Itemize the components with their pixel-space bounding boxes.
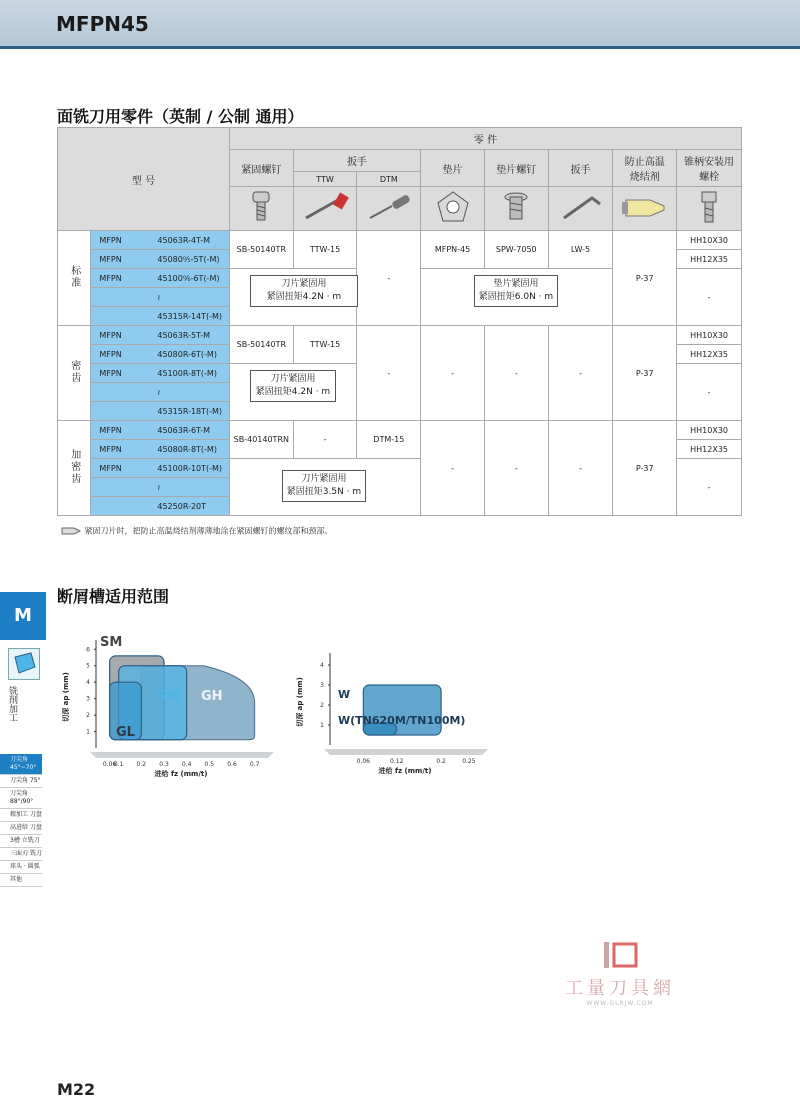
x-tick-label: 0.3	[159, 761, 169, 768]
sidebar-nav-item[interactable]: 其他	[0, 874, 42, 887]
x-tick-label: 0.1	[113, 761, 124, 768]
chart-region-label: W	[338, 688, 351, 701]
x-tick-label: 0.4	[181, 761, 192, 768]
header-arbor-bolt: 锥柄安装用 螺栓	[677, 150, 742, 187]
ttw-cell: -	[293, 421, 357, 459]
bolt-cell: HH10X30	[677, 231, 742, 250]
x-axis-label: 进给 fz (mm/t)	[154, 770, 208, 778]
header-parts: 零 件	[229, 128, 741, 150]
y-tick-label: 2	[320, 702, 324, 709]
ttw-cell: TTW-15	[293, 326, 357, 364]
header-shim: 垫片	[421, 150, 485, 187]
model-cell: MFPN 45080R-8T(-M)	[91, 440, 230, 459]
y-axis-label: 切深 ap (mm)	[296, 677, 304, 727]
x-tick-label: 0.06	[102, 761, 117, 768]
watermark: 工量刀具網 WWW.GLRJW.COM	[560, 940, 680, 1007]
chipbreaker-chart-1	[56, 628, 276, 778]
header-anti-seize: 防止高温 烧结剂	[613, 150, 677, 187]
wrench2-cell: LW-5	[548, 231, 613, 269]
screwdriver-icon	[357, 187, 421, 231]
model-cell: MFPN 45080⁰⁄₅-5T(-M)	[91, 250, 230, 269]
axis-shadow	[324, 749, 488, 755]
hex-key-icon	[548, 187, 613, 231]
x-tick-label: 0.25	[462, 758, 476, 765]
y-tick-label: 1	[86, 728, 90, 736]
sidebar-nav-item[interactable]: 精加工 刀盘	[0, 809, 42, 822]
x-axis-label: 进给 fz (mm/t)	[378, 767, 432, 775]
chart-region-label: W(TN620M/TN100M)	[338, 714, 466, 727]
dtm-cell: -	[357, 326, 421, 421]
x-tick-label: 0.2	[136, 761, 147, 768]
bolt-cell: -	[677, 269, 742, 326]
sidebar-nav-item[interactable]: 高进给 刀盘	[0, 822, 42, 835]
x-tick-label: 0.5	[204, 761, 215, 768]
model-cell: 45250R-20T	[91, 497, 230, 516]
section-tab-m[interactable]: M	[0, 592, 46, 640]
y-axis-label: 切深 ap (mm)	[62, 672, 70, 722]
bolt-cell: HH12X35	[677, 250, 742, 269]
torque-note: 垫片紧固用 紧固扭矩6.0N · m	[474, 275, 558, 307]
shim-cell: -	[421, 326, 485, 421]
header-ttw: TTW	[293, 172, 357, 187]
header-clamp-screw: 紧固螺钉	[229, 150, 293, 187]
model-cell: ≀	[91, 288, 230, 307]
anti-seize-cell: P-37	[613, 326, 677, 421]
header-wrench2: 扳手	[548, 150, 613, 187]
model-cell: MFPN 45100R-10T(-M)	[91, 459, 230, 478]
anti-seize-cell: P-37	[613, 231, 677, 326]
model-cell: MFPN 45063R-5T-M	[91, 326, 230, 345]
y-tick-label: 5	[86, 662, 90, 670]
group-label: 标准	[58, 231, 91, 326]
x-tick-label: 0.7	[249, 761, 260, 768]
model-cell: MFPN 45063R-4T-M	[91, 231, 230, 250]
model-cell: MFPN 45100R-8T(-M)	[91, 364, 230, 383]
bolt-cell: HH10X30	[677, 421, 742, 440]
section-title-chipbreaker: 断屑槽适用范围	[57, 587, 170, 606]
ttw-cell: TTW-15	[293, 231, 357, 269]
header-wrench: 扳手	[293, 150, 420, 172]
dtm-cell: DTM-15	[357, 421, 421, 459]
sidebar-nav-item[interactable]: 球头 · 圆弧	[0, 861, 42, 874]
bolt-cell: HH12X35	[677, 440, 742, 459]
page-number: M22	[57, 1080, 96, 1099]
y-tick-label: 3	[320, 682, 324, 689]
model-cell: MFPN 45080R-6T(-M)	[91, 345, 230, 364]
shim-screw-cell: -	[484, 326, 548, 421]
model-cell: 45315R-14T(-M)	[91, 307, 230, 326]
y-tick-label: 6	[86, 646, 90, 654]
model-cell: ≀	[91, 383, 230, 402]
model-cell: 45315R-18T(-M)	[91, 402, 230, 421]
clamp-screw-cell: SB-40140TRN	[229, 421, 293, 459]
shim-cell: -	[421, 421, 485, 516]
sidebar-nav-item[interactable]: 刀尖角 75°	[0, 775, 42, 788]
footnote: 紧固刀片时，把防止高温烧结剂薄薄地涂在紧固螺钉的螺纹部和颈部。	[60, 525, 333, 537]
chart-region-label: GH	[201, 689, 223, 704]
axis-shadow	[90, 752, 274, 758]
x-tick-label: 0.6	[227, 761, 237, 768]
page-header	[0, 0, 800, 49]
category-label: 铣削加工	[7, 686, 17, 722]
arbor-bolt-icon	[677, 187, 742, 231]
sidebar-nav-item[interactable]: 三面刃 铣刀	[0, 848, 42, 861]
sidebar-nav-item[interactable]: 刀尖角 45°~70°	[0, 754, 42, 775]
x-tick-label: 0.12	[389, 758, 404, 765]
shim-screw-cell: -	[484, 421, 548, 516]
wrench2-cell: -	[548, 326, 613, 421]
y-tick-label: 2	[86, 712, 90, 720]
chart-region-label: GL	[116, 725, 135, 740]
x-tick-label: 0.2	[436, 758, 446, 765]
bolt-cell: HH12X35	[677, 345, 742, 364]
torx-wrench-icon	[293, 187, 357, 231]
model-cell: MFPN 45063R-6T-M	[91, 421, 230, 440]
group-label: 加密齿	[58, 421, 91, 516]
screw-icon	[229, 187, 293, 231]
y-tick-label: 1	[320, 722, 324, 729]
milling-icon	[8, 648, 40, 680]
shim-icon	[421, 187, 485, 231]
watermark-logo-icon	[600, 940, 640, 970]
chart-region-label: GM	[156, 689, 180, 704]
bolt-cell: -	[677, 364, 742, 421]
section-title-parts: 面铣刀用零件（英制 / 公制 通用）	[57, 107, 304, 126]
header-shim-screw: 垫片螺钉	[484, 150, 548, 187]
model-cell: MFPN 45100⁰⁄₆-6T(-M)	[91, 269, 230, 288]
header-model: 型 号	[58, 128, 230, 231]
clamp-screw-cell: SB-50140TR	[229, 231, 293, 269]
y-tick-label: 4	[320, 662, 324, 669]
shim-screw-icon	[484, 187, 548, 231]
clamp-screw-cell: SB-50140TR	[229, 326, 293, 364]
torque-note: 刀片紧固用 紧固扭矩4.2N · m	[250, 370, 336, 402]
header-dtm: DTM	[357, 172, 421, 187]
shim-screw-cell: SPW-7050	[484, 231, 548, 269]
parts-table	[57, 127, 742, 516]
sidebar-nav	[0, 754, 42, 887]
group-label: 密齿	[58, 326, 91, 421]
bolt-cell: -	[677, 459, 742, 516]
torque-note: 刀片紧固用 紧固扭矩4.2N · m	[250, 275, 358, 307]
wrench2-cell: -	[548, 421, 613, 516]
dtm-cell: -	[357, 231, 421, 326]
anti-seize-tube-icon	[613, 187, 677, 231]
shim-cell: MFPN-45	[421, 231, 485, 269]
bolt-cell: HH10X30	[677, 326, 742, 345]
sidebar-nav-item[interactable]: 3槽 立铣刀	[0, 835, 42, 848]
chipbreaker-chart-2	[290, 650, 490, 775]
anti-seize-tube-icon	[60, 525, 82, 537]
chart-region-label: SM	[100, 635, 123, 650]
y-tick-label: 4	[86, 679, 90, 687]
x-tick-label: 0.06	[356, 758, 371, 765]
y-tick-label: 3	[86, 695, 90, 703]
torque-note: 刀片紧固用 紧固扭矩3.5N · m	[282, 470, 366, 502]
sidebar-nav-item[interactable]: 刀尖角 88°/90°	[0, 788, 42, 809]
anti-seize-cell: P-37	[613, 421, 677, 516]
page-title: MFPN45	[56, 12, 149, 36]
model-cell: ≀	[91, 478, 230, 497]
